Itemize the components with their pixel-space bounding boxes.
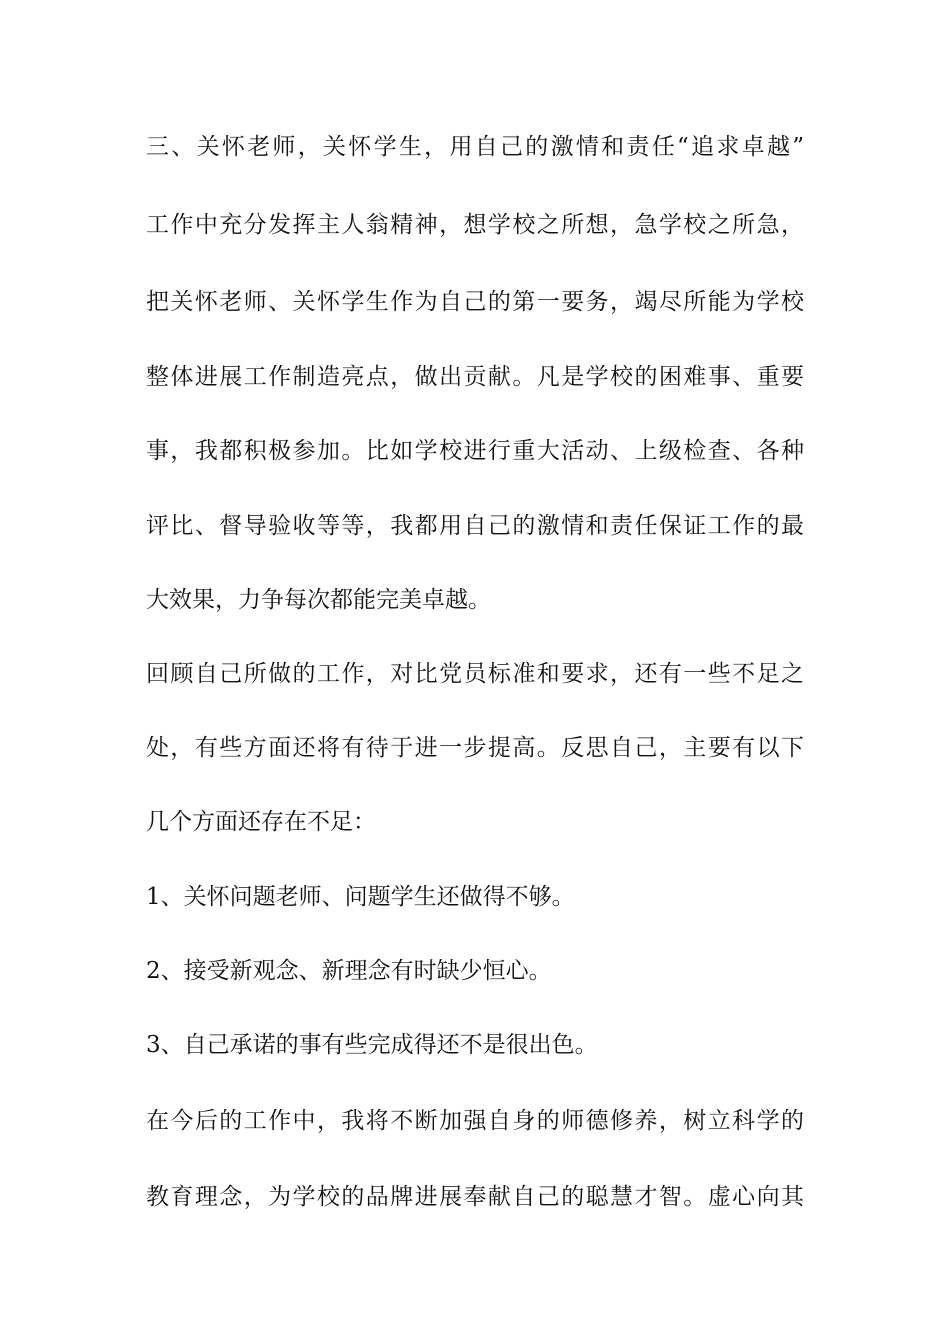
list-item: 2、接受新观念、新理念有时缺少恒心。 bbox=[146, 958, 552, 984]
paragraph-line: 把关怀老师、关怀学生作为自己的第一要务，竭尽所能为学校 bbox=[146, 289, 804, 315]
paragraph-line: 事，我都积极参加。比如学校进行重大活动、上级检查、各种 bbox=[146, 438, 804, 464]
paragraph-line: 评比、督导验收等等，我都用自己的激情和责任保证工作的最 bbox=[146, 513, 804, 539]
paragraph-line: 处，有些方面还将有待于进一步提高。反思自己，主要有以下 bbox=[146, 735, 804, 761]
paragraph-line: 回顾自己所做的工作，对比党员标准和要求，还有一些不足之 bbox=[146, 661, 804, 687]
paragraph-line: 整体进展工作制造亮点，做出贡献。凡是学校的困难事、重要 bbox=[146, 364, 804, 390]
section-heading: 三、关怀老师，关怀学生，用自己的激情和责任“追求卓越” bbox=[146, 134, 804, 160]
paragraph-line: 几个方面还存在不足： bbox=[146, 809, 376, 835]
list-item: 3、自己承诺的事有些完成得还不是很出色。 bbox=[146, 1032, 598, 1058]
paragraph-line: 在今后的工作中，我将不断加强自身的师德修养，树立科学的 bbox=[146, 1108, 804, 1134]
paragraph-line: 大效果，力争每次都能完美卓越。 bbox=[146, 587, 491, 613]
paragraph-line: 教育理念，为学校的品牌进展奉献自己的聪慧才智。虚心向其 bbox=[146, 1184, 804, 1210]
list-item: 1、关怀问题老师、问题学生还做得不够。 bbox=[146, 884, 575, 910]
paragraph-line: 工作中充分发挥主人翁精神，想学校之所想，急学校之所急， bbox=[146, 212, 804, 238]
